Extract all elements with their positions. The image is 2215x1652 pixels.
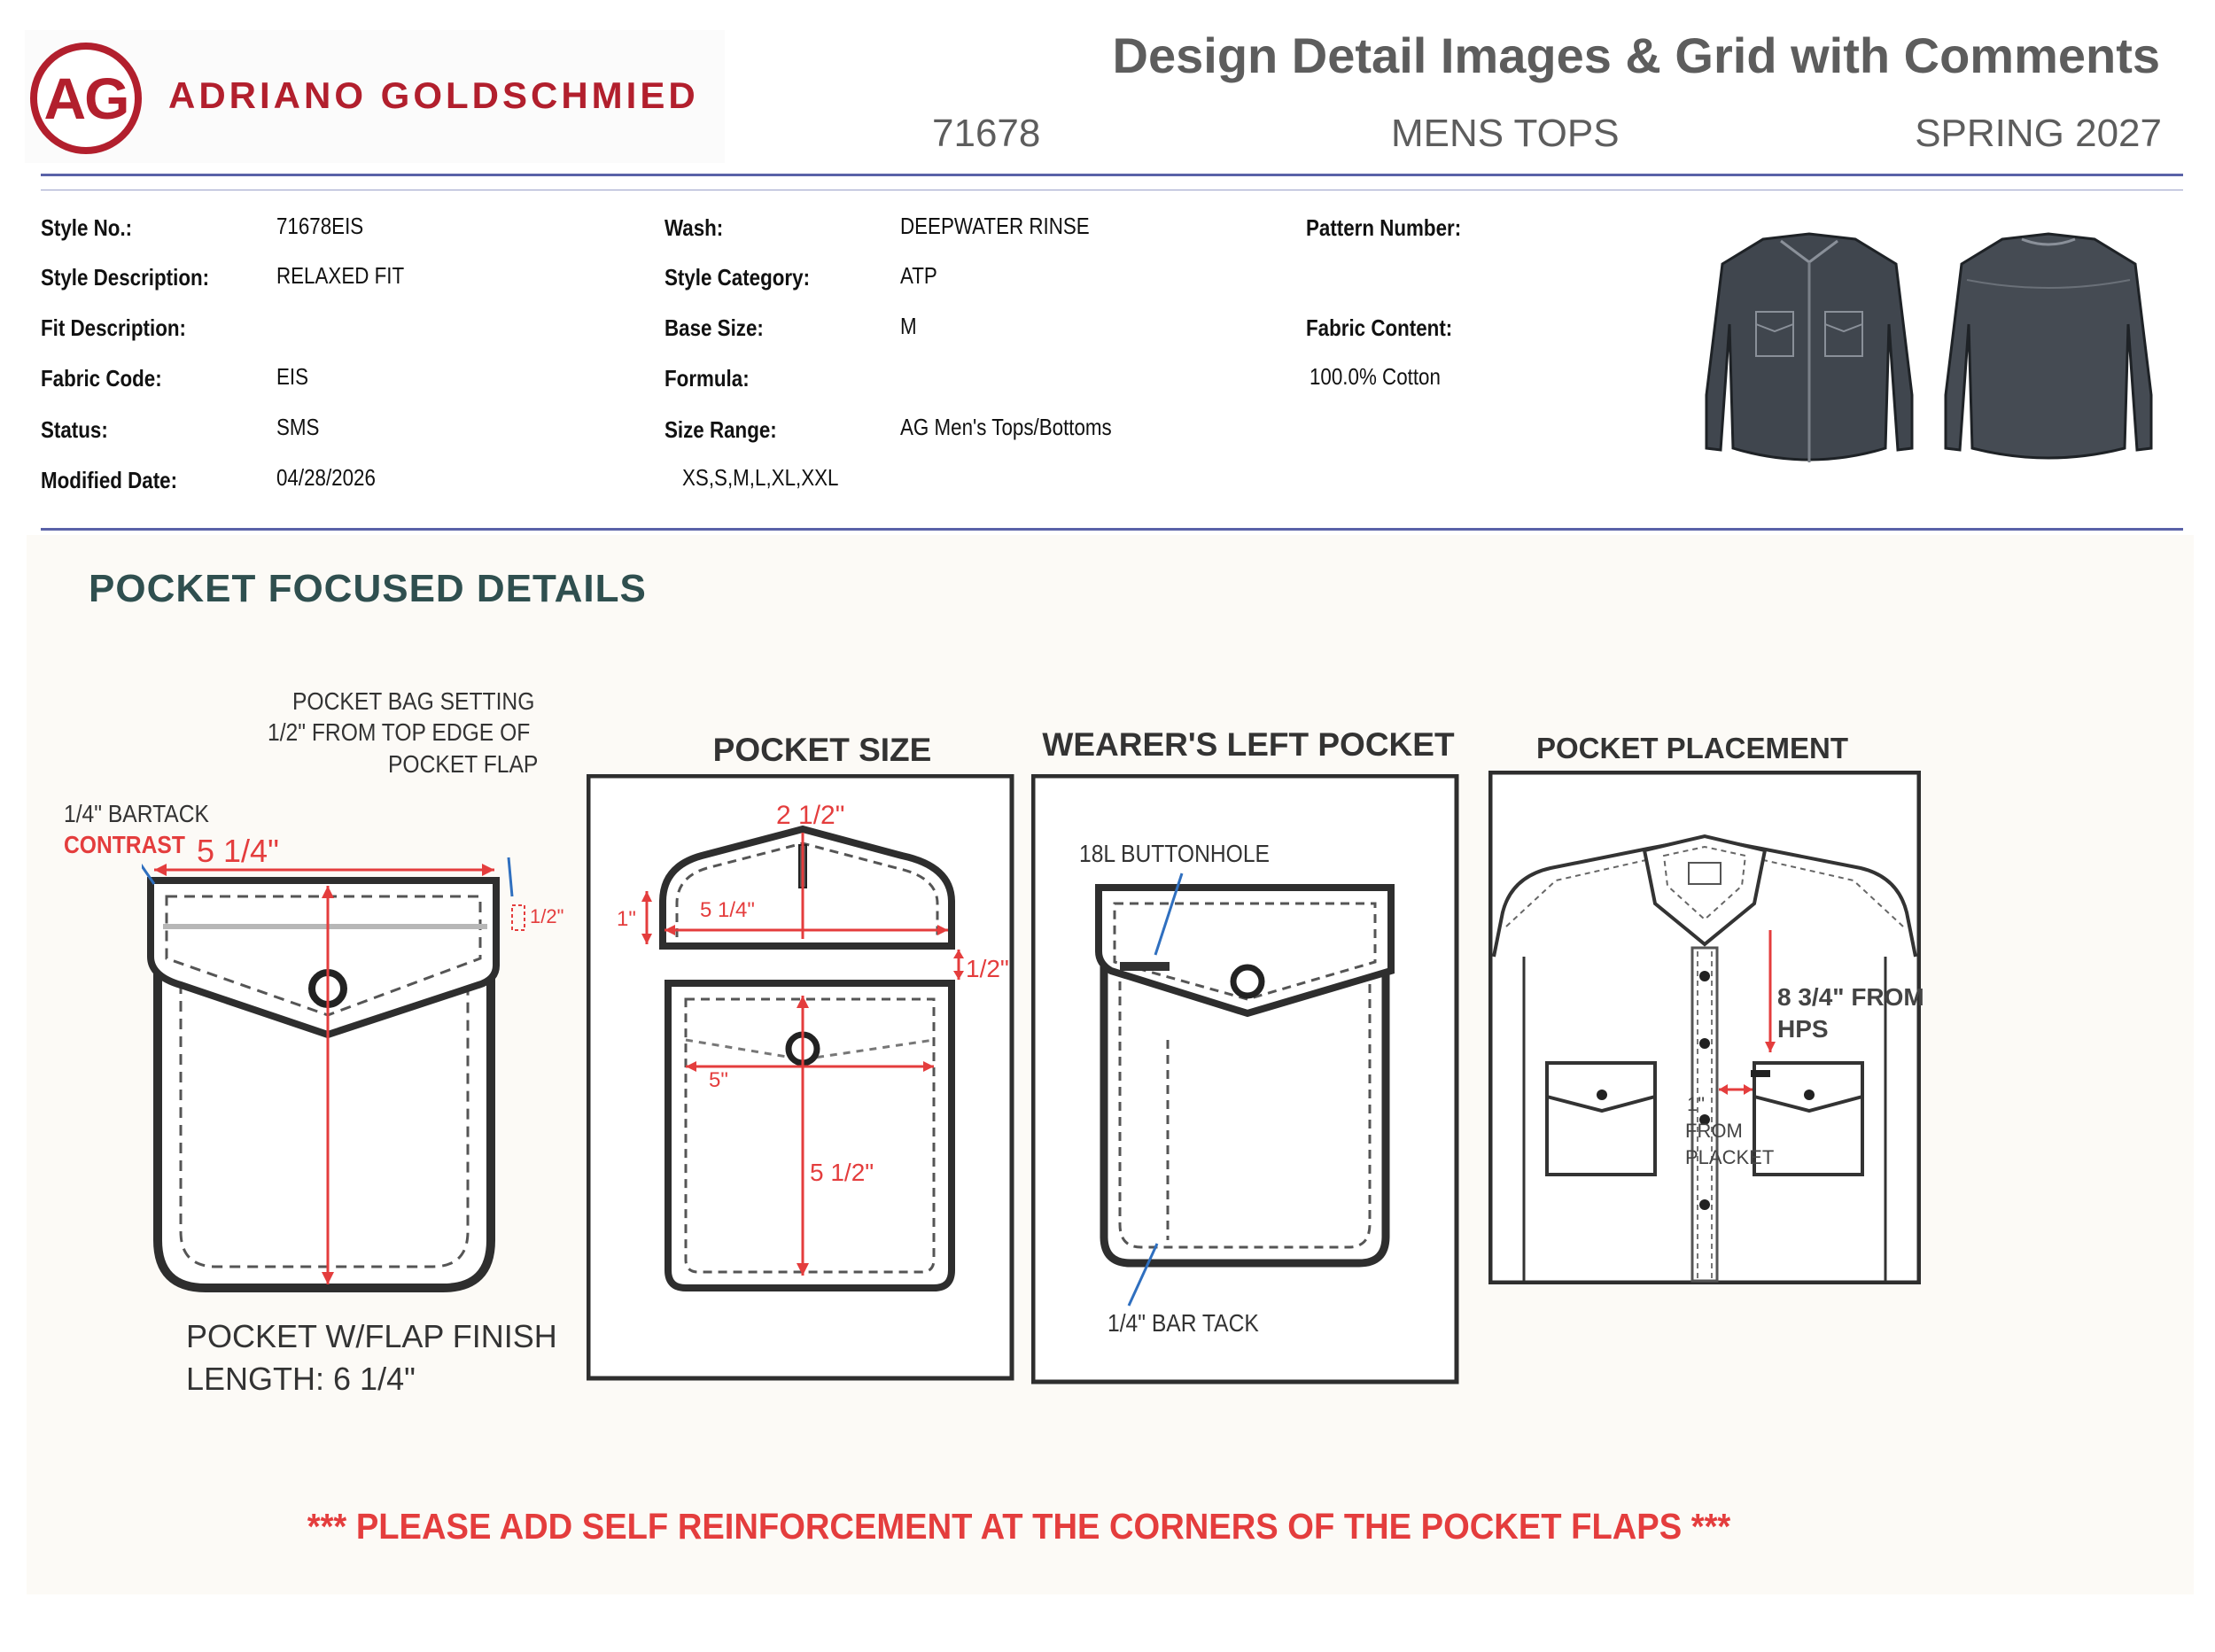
contrast-label: CONTRAST [64, 831, 185, 858]
bag-setting-note-line2: 1/2" FROM TOP EDGE OF [268, 718, 531, 746]
style-category-label: Style Category: [664, 264, 811, 291]
pocket-width-size: 5" [709, 1068, 728, 1092]
pattern-number-label: Pattern Number: [1306, 214, 1462, 241]
bag-setting-note-line1: POCKET BAG SETTING [292, 687, 535, 715]
finish-note-line2: LENGTH: 6 1/4" [186, 1361, 416, 1397]
hps-note-line2: HPS [1777, 1015, 1829, 1043]
label-icon [1689, 863, 1721, 884]
modified-date-value: 04/28/2026 [276, 464, 376, 491]
reinforcement-warning: *** PLEASE ADD SELF REINFORCEMENT AT THE CORNERS OF THE POCKET FLAPS *** [307, 1506, 1731, 1547]
finish-note-line1: POCKET W/FLAP FINISH [186, 1318, 557, 1354]
fabric-content-label: Fabric Content: [1306, 314, 1453, 341]
button-icon [1699, 971, 1710, 981]
base-size-value: M [900, 313, 917, 339]
fabric-code-value: EIS [276, 363, 309, 390]
modified-date-label: Modified Date: [41, 467, 178, 493]
header-category: MENS TOPS [1391, 112, 1620, 155]
style-description-label: Style Description: [41, 264, 210, 291]
style-category-value: ATP [900, 262, 937, 289]
style-description-value: RELAXED FIT [276, 262, 405, 289]
header-season: SPRING 2027 [1915, 112, 2162, 155]
base-size-label: Base Size: [664, 314, 764, 341]
header-rule [41, 174, 2183, 176]
left-pocket-title: WEARER'S LEFT POCKET [1042, 726, 1455, 763]
fabric-content-value: 100.0% Cotton [1310, 363, 1441, 390]
style-no-value: 71678EIS [276, 213, 364, 239]
size-range-label: Size Range: [664, 416, 777, 443]
flap-side-dimension: 1" [617, 907, 636, 931]
fit-description-label: Fit Description: [41, 314, 186, 341]
ag-logo-letters: AG [43, 66, 128, 131]
placket-note-line3: PLACKET [1685, 1146, 1775, 1168]
hps-note-line1: 8 3/4" FROM [1777, 983, 1924, 1011]
pocket-flap-sketch [142, 850, 567, 1311]
shirt-back-image [1946, 234, 2151, 458]
fabric-code-label: Fabric Code: [41, 365, 162, 392]
status-value: SMS [276, 414, 320, 440]
wash-value: DEEPWATER RINSE [900, 213, 1090, 239]
style-no-label: Style No.: [41, 214, 133, 241]
pocket-size-title: POCKET SIZE [712, 732, 932, 768]
pocket-placement-sketch [1488, 771, 1921, 1284]
buttonhole-note: 18L BUTTONHOLE [1079, 840, 1270, 867]
section-rule [41, 528, 2183, 531]
wash-label: Wash: [664, 214, 724, 241]
buttonhole-icon [1120, 962, 1170, 971]
section-title: POCKET FOCUSED DETAILS [89, 567, 647, 610]
flap-width-dimension: 5 1/4" [700, 898, 755, 922]
placket-note-line1: 1" [1687, 1093, 1706, 1115]
pocket-height-size: 5 1/2" [810, 1159, 874, 1186]
pocket-size-sketch [587, 774, 1015, 1382]
status-label: Status: [41, 416, 108, 443]
button-icon [1233, 967, 1262, 996]
flap-gap-dimension: 1/2" [966, 955, 1009, 982]
bar-tack-note: 1/4" BAR TACK [1108, 1309, 1259, 1337]
document-title: Design Detail Images & Grid with Comments [1112, 27, 2160, 83]
size-range-value: AG Men's Tops/Bottoms [900, 414, 1112, 440]
pocket-placement-title: POCKET PLACEMENT [1535, 732, 1848, 764]
bag-setting-note-line3: POCKET FLAP [388, 750, 539, 778]
header-style-number: 71678 [932, 112, 1041, 155]
bartack-note: 1/4" BARTACK [64, 800, 209, 827]
bag-setting-pointer [509, 857, 512, 896]
shirt-front-image [1706, 234, 1912, 462]
brand-name: ADRIANO GOLDSCHMIED [168, 74, 699, 116]
sizes-value: XS,S,M,L,XL,XXL [682, 464, 839, 491]
placket-note-line2: FROM [1685, 1120, 1743, 1142]
shirt-thumbnails [1675, 227, 2171, 475]
button-icon [1699, 1038, 1710, 1049]
formula-label: Formula: [664, 365, 750, 392]
pocket-bag-offset-dimension: 1/2" [530, 905, 564, 927]
pocket-width-dimension: 5 1/4" [197, 833, 279, 869]
button-icon [1699, 1199, 1710, 1210]
flap-height-dimension: 2 1/2" [776, 801, 845, 830]
